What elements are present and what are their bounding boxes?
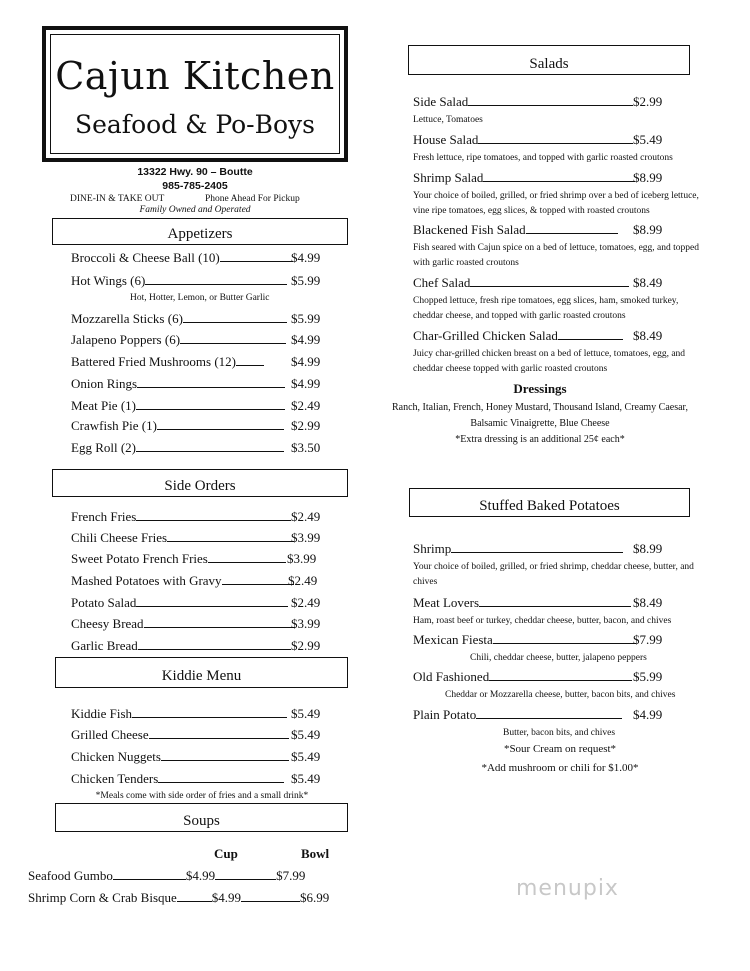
pickup-text: Phone Ahead For Pickup [205, 194, 300, 204]
item-price: $8.49 [633, 595, 663, 610]
item-price: $2.99 [633, 94, 663, 109]
item-price: $4.99 [291, 354, 321, 369]
item-description: Your choice of boiled, grilled, or fried shrimp, cheddar cheese, butter, and [413, 562, 694, 572]
address: 13322 Hwy. 90 – Boutte [137, 166, 253, 178]
item-price: $2.99 [291, 418, 321, 433]
list-item: Jalapeno Poppers (6) [71, 332, 286, 348]
dressings-list: Ranch, Italian, French, Honey Mustard, Thousand Island, Creamy Caesar, [391, 402, 688, 413]
bowl-column-header: Bowl [301, 846, 330, 861]
item-description: Chopped lettuce, fresh ripe tomatoes, egg slices, ham, smoked turkey, [413, 296, 679, 306]
dressings-heading: Dressings [513, 381, 567, 396]
item-price: $4.99 [291, 376, 321, 391]
item-price: $5.49 [291, 749, 321, 764]
item-price: $2.49 [291, 595, 321, 610]
item-price: $3.99 [291, 616, 321, 631]
item-description: Fresh lettuce, ripe tomatoes, and topped with garlic roasted croutons [413, 153, 673, 163]
item-price: $5.99 [291, 273, 321, 288]
list-item: Mexican Fiesta [413, 632, 636, 648]
list-item: Kiddie Fish [71, 706, 287, 722]
item-price: $2.49 [288, 573, 318, 588]
list-item: Shrimp Corn & Crab Bisque $4.99 $6.99 [28, 890, 330, 905]
dine-in-text: DINE-IN & TAKE OUT [70, 194, 165, 204]
item-description: Fish seared with Cajun spice on a bed of lettuce, tomatoes, egg, and topped [413, 243, 699, 253]
item-description: Butter, bacon bits, and chives [503, 728, 616, 738]
list-item: Side Salad [413, 94, 633, 110]
item-price: $8.99 [633, 170, 663, 185]
list-item: Sweet Potato French Fries [71, 551, 286, 567]
side-orders-heading: Side Orders [52, 469, 348, 497]
list-item: Egg Roll (2) [71, 440, 284, 456]
item-price: $2.99 [291, 638, 321, 653]
list-item: Potato Salad [71, 595, 288, 611]
item-price: $2.49 [291, 398, 321, 413]
item-price: $5.49 [291, 706, 321, 721]
list-item: Onion Rings [71, 376, 285, 392]
item-price: $3.99 [291, 530, 321, 545]
item-description: chives [413, 577, 438, 587]
kiddie-menu-heading: Kiddie Menu [55, 657, 348, 688]
salads-heading: Salads [408, 45, 690, 75]
list-item: Shrimp Salad [413, 170, 635, 186]
item-price: $8.49 [633, 328, 663, 343]
item-description: Juicy char-grilled chicken breast on a bed of lettuce, tomatoes, egg, and [413, 349, 686, 359]
list-item: House Salad [413, 132, 633, 148]
stuffed-potatoes-heading: Stuffed Baked Potatoes [409, 488, 690, 517]
phone: 985-785-2405 [162, 180, 228, 192]
list-item: Chicken Nuggets [71, 749, 289, 765]
list-item: Chef Salad [413, 275, 629, 291]
list-item: Crawfish Pie (1) [71, 418, 284, 434]
list-item: French Fries [71, 509, 291, 525]
list-item: Plain Potato [413, 707, 622, 723]
list-item: Meat Lovers [413, 595, 631, 611]
item-price: $8.49 [633, 275, 663, 290]
cup-column-header: Cup [214, 846, 238, 861]
list-item: Meat Pie (1) [71, 398, 285, 414]
list-item: Old Fashioned [413, 669, 632, 685]
item-price: $8.99 [633, 541, 663, 556]
list-item: Blackened Fish Salad [413, 222, 618, 238]
item-description: Lettuce, Tomatoes [413, 115, 483, 125]
list-item: Cheesy Bread [71, 616, 295, 632]
logo [42, 26, 348, 162]
item-price: $5.99 [633, 669, 663, 684]
item-price: $4.99 [291, 250, 321, 265]
menupix-watermark: menupix [516, 876, 619, 901]
list-item: Char-Grilled Chicken Salad [413, 328, 623, 344]
restaurant-tagline: Seafood & Po-Boys [74, 110, 315, 139]
list-item: Garlic Bread [71, 638, 291, 654]
dressings-list: Balsamic Vinaigrette, Blue Cheese [470, 418, 610, 429]
item-description: Ham, roast beef or turkey, cheddar cheese, butter, bacon, and chives [413, 616, 672, 626]
item-description: cheddar cheese, and topped with garlic roasted croutons [413, 311, 626, 321]
item-description: Chili, cheddar cheese, butter, jalapeno peppers [470, 653, 647, 663]
add-on-note: *Add mushroom or chili for $1.00* [481, 762, 639, 774]
item-price: $8.99 [633, 222, 663, 237]
item-description: Your choice of boiled, grilled, or fried shrimp over a bed of iceberg lettuce, [413, 191, 699, 201]
item-description: cheddar cheese topped with garlic roasted croutons [413, 364, 608, 374]
item-price: $5.99 [291, 311, 321, 326]
list-item: Chicken Tenders [71, 771, 284, 787]
soups-heading: Soups [55, 803, 348, 832]
item-price: $4.99 [291, 332, 321, 347]
item-description: with garlic roasted croutons [413, 258, 519, 268]
item-description: Cheddar or Mozzarella cheese, butter, bacon bits, and chives [445, 690, 676, 700]
list-item: Chili Cheese Fries [71, 530, 294, 546]
list-item: Mashed Potatoes with Gravy [71, 573, 294, 589]
item-price: $7.99 [633, 632, 663, 647]
item-price: $3.99 [287, 551, 317, 566]
restaurant-name: Cajun Kitchen [55, 54, 335, 98]
list-item: Mozzarella Sticks (6) [71, 311, 287, 327]
list-item: Shrimp [413, 541, 623, 557]
item-price: $5.49 [291, 771, 321, 786]
dressings-note: *Extra dressing is an additional 25¢ each* [455, 434, 625, 445]
kiddie-note: *Meals come with side order of fries and a small drink* [95, 791, 309, 801]
item-price: $3.50 [291, 440, 321, 455]
item-price: $5.49 [633, 132, 663, 147]
list-item: Battered Fried Mushrooms (12) [71, 354, 264, 370]
appetizers-heading: Appetizers [52, 218, 348, 245]
item-description: vine ripe tomatoes, egg slices, & topped with roasted croutons [413, 206, 650, 216]
item-price: $5.49 [291, 727, 321, 742]
list-item: Grilled Cheese [71, 727, 289, 743]
family-owned-text: Family Owned and Operated [139, 205, 251, 215]
list-item: Seafood Gumbo $4.99 $7.99 [28, 868, 306, 883]
list-item: Broccoli & Cheese Ball (10) [71, 250, 293, 266]
item-price: $4.99 [633, 707, 663, 722]
item-price: $2.49 [291, 509, 321, 524]
sour-cream-note: *Sour Cream on request* [503, 743, 617, 755]
item-description: Hot, Hotter, Lemon, or Butter Garlic [130, 293, 270, 303]
list-item: Hot Wings (6) [71, 273, 287, 289]
